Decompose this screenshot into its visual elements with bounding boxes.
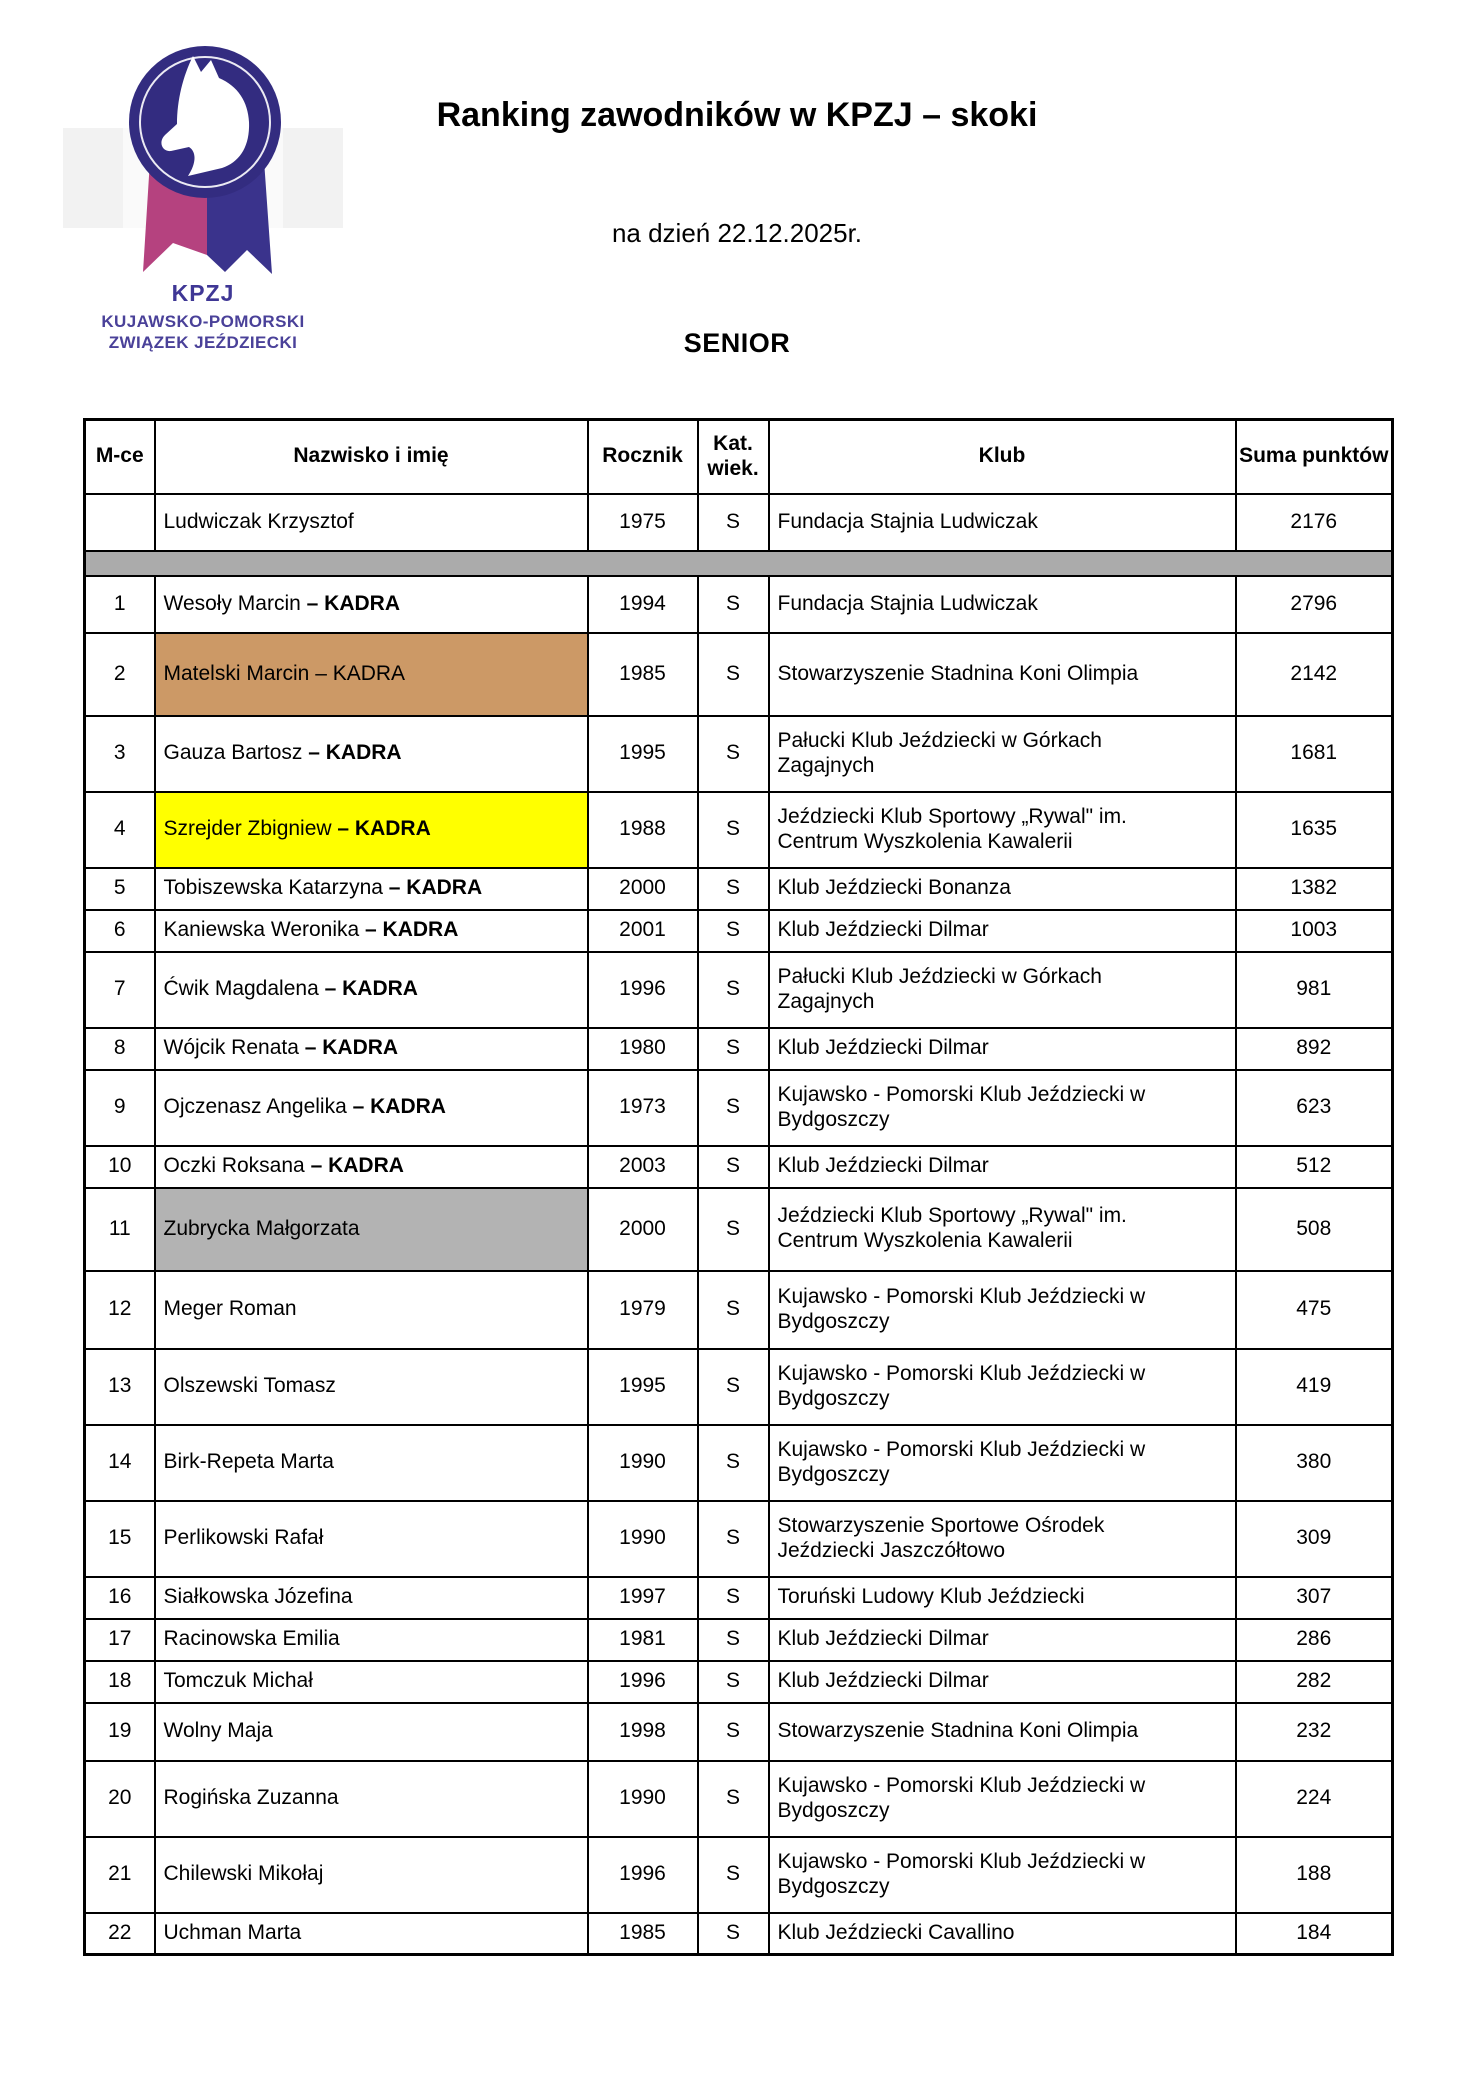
cell-cat: S bbox=[698, 494, 769, 551]
section-title: SENIOR bbox=[683, 328, 791, 358]
cell-place: 22 bbox=[85, 1913, 155, 1955]
cell-cat: S bbox=[698, 1577, 769, 1619]
cell-club: Kujawsko - Pomorski Klub Jeździecki w Bydgoszczy bbox=[769, 1070, 1236, 1146]
cell-place: 6 bbox=[85, 910, 155, 952]
cell-name bbox=[155, 1703, 588, 1761]
cell-points: 282 bbox=[1236, 1661, 1393, 1703]
kadra-badge: – KADRA bbox=[337, 817, 431, 841]
competitor-name: Gauza Bartosz bbox=[163, 741, 309, 765]
header-row bbox=[85, 420, 1393, 494]
cell-cat: S bbox=[698, 1146, 769, 1188]
kadra-badge: – KADRA bbox=[306, 591, 400, 615]
competitor-name: Olszewski Tomasz bbox=[163, 1374, 336, 1398]
cell-name bbox=[155, 868, 588, 910]
competitor-name: Wójcik Renata bbox=[163, 1036, 305, 1060]
col-header-place: M-ce bbox=[85, 420, 155, 494]
cell-club: Klub Jeździecki Dilmar bbox=[769, 1661, 1236, 1703]
cell-name bbox=[155, 1425, 588, 1501]
competitor-name: Racinowska Emilia bbox=[163, 1627, 340, 1651]
col-header-club: Klub bbox=[769, 420, 1236, 494]
table-row bbox=[85, 868, 1393, 910]
table-row bbox=[85, 910, 1393, 952]
competitor-name: Oczki Roksana bbox=[163, 1154, 311, 1178]
cell-name bbox=[155, 1913, 588, 1955]
cell-name bbox=[155, 1501, 588, 1577]
table-row bbox=[85, 576, 1393, 633]
cell-cat: S bbox=[698, 792, 769, 868]
cell-year: 2001 bbox=[588, 910, 698, 952]
cell-cat: S bbox=[698, 1761, 769, 1837]
cell-points: 512 bbox=[1236, 1146, 1393, 1188]
cell-cat: S bbox=[698, 1913, 769, 1955]
table-row bbox=[85, 1761, 1393, 1837]
cell-cat: S bbox=[698, 716, 769, 792]
cell-club: Fundacja Stajnia Ludwiczak bbox=[769, 494, 1236, 551]
cell-club: Klub Jeździecki Dilmar bbox=[769, 1146, 1236, 1188]
table-row bbox=[85, 1271, 1393, 1349]
cell-year: 1996 bbox=[588, 1837, 698, 1913]
competitor-name: Chilewski Mikołaj bbox=[163, 1862, 324, 1886]
cell-points: 981 bbox=[1236, 952, 1393, 1028]
cell-name bbox=[155, 1761, 588, 1837]
cell-year: 1997 bbox=[588, 1577, 698, 1619]
cell-points: 309 bbox=[1236, 1501, 1393, 1577]
competitor-name: Meger Roman bbox=[163, 1297, 297, 1321]
cell-year: 1995 bbox=[588, 716, 698, 792]
separator-cell bbox=[85, 551, 1393, 576]
cell-place: 5 bbox=[85, 868, 155, 910]
kadra-badge: – KADRA bbox=[308, 741, 402, 765]
table-row bbox=[85, 1425, 1393, 1501]
competitor-name: Perlikowski Rafał bbox=[163, 1526, 324, 1550]
cell-year: 1985 bbox=[588, 1913, 698, 1955]
cell-year: 1996 bbox=[588, 1661, 698, 1703]
cell-cat: S bbox=[698, 1070, 769, 1146]
cell-year: 1994 bbox=[588, 576, 698, 633]
cell-points: 307 bbox=[1236, 1577, 1393, 1619]
cell-place: 20 bbox=[85, 1761, 155, 1837]
cell-name bbox=[155, 1837, 588, 1913]
cell-club: Stowarzyszenie Stadnina Koni Olimpia bbox=[769, 1703, 1236, 1761]
cell-points: 286 bbox=[1236, 1619, 1393, 1661]
cell-points: 1003 bbox=[1236, 910, 1393, 952]
kadra-badge: – KADRA bbox=[352, 1095, 446, 1119]
cell-year: 1996 bbox=[588, 952, 698, 1028]
cell-cat: S bbox=[698, 1425, 769, 1501]
cell-year: 2003 bbox=[588, 1146, 698, 1188]
cell-cat: S bbox=[698, 868, 769, 910]
cell-name bbox=[155, 1619, 588, 1661]
ranking-table-body bbox=[85, 494, 1393, 1955]
table-row bbox=[85, 1913, 1393, 1955]
competitor-name: Matelski Marcin – KADRA bbox=[163, 661, 406, 685]
cell-points: 2176 bbox=[1236, 494, 1393, 551]
cell-points: 2796 bbox=[1236, 576, 1393, 633]
competitor-name: Szrejder Zbigniew bbox=[163, 817, 338, 841]
competitor-name: Siałkowska Józefina bbox=[163, 1585, 353, 1609]
cell-points: 508 bbox=[1236, 1188, 1393, 1271]
col-header-year: Rocznik bbox=[588, 420, 698, 494]
table-row bbox=[85, 716, 1393, 792]
table-row bbox=[85, 1661, 1393, 1703]
cell-points: 1681 bbox=[1236, 716, 1393, 792]
col-header-points: Suma punktów bbox=[1236, 420, 1393, 494]
ranking-table bbox=[83, 418, 1394, 1956]
cell-place: 12 bbox=[85, 1271, 155, 1349]
separator-row bbox=[85, 551, 1393, 576]
table-row bbox=[85, 1188, 1393, 1271]
cell-name bbox=[155, 716, 588, 792]
competitor-name: Birk-Repeta Marta bbox=[163, 1450, 334, 1474]
cell-name bbox=[155, 1028, 588, 1070]
kadra-badge: – KADRA bbox=[388, 876, 483, 900]
cell-year: 1998 bbox=[588, 1703, 698, 1761]
table-row bbox=[85, 1070, 1393, 1146]
cell-name bbox=[155, 1349, 588, 1425]
col-header-name: Nazwisko i imię bbox=[155, 420, 588, 494]
cell-club: Kujawsko - Pomorski Klub Jeździecki w Bydgoszczy bbox=[769, 1349, 1236, 1425]
cell-club: Kujawsko - Pomorski Klub Jeździecki w Bydgoszczy bbox=[769, 1425, 1236, 1501]
logo-acronym: KPZJ bbox=[171, 280, 235, 306]
cell-place: 16 bbox=[85, 1577, 155, 1619]
cell-club: Toruński Ludowy Klub Jeździecki bbox=[769, 1577, 1236, 1619]
cell-club: Kujawsko - Pomorski Klub Jeździecki w Bydgoszczy bbox=[769, 1761, 1236, 1837]
competitor-name: Ćwik Magdalena bbox=[163, 977, 325, 1001]
competitor-name: Rogińska Zuzanna bbox=[163, 1786, 339, 1810]
cell-name bbox=[155, 952, 588, 1028]
cell-points: 475 bbox=[1236, 1271, 1393, 1349]
table-row bbox=[85, 1028, 1393, 1070]
cell-points: 2142 bbox=[1236, 633, 1393, 716]
cell-club: Klub Jeździecki Cavallino bbox=[769, 1913, 1236, 1955]
competitor-name: Wesoły Marcin bbox=[163, 591, 307, 615]
cell-place: 10 bbox=[85, 1146, 155, 1188]
cell-name bbox=[155, 1577, 588, 1619]
competitor-name: Tomczuk Michał bbox=[163, 1669, 313, 1693]
cell-club: Klub Jeździecki Dilmar bbox=[769, 910, 1236, 952]
cell-points: 188 bbox=[1236, 1837, 1393, 1913]
cell-cat: S bbox=[698, 1271, 769, 1349]
cell-club: Klub Jeździecki Dilmar bbox=[769, 1619, 1236, 1661]
kadra-badge: – KADRA bbox=[304, 1036, 399, 1060]
cell-cat: S bbox=[698, 1619, 769, 1661]
kadra-badge: – KADRA bbox=[365, 918, 459, 942]
cell-place: 2 bbox=[85, 633, 155, 716]
cell-place: 7 bbox=[85, 952, 155, 1028]
cell-year: 1988 bbox=[588, 792, 698, 868]
cell-cat: S bbox=[698, 1703, 769, 1761]
cell-points: 224 bbox=[1236, 1761, 1393, 1837]
table-row bbox=[85, 952, 1393, 1028]
cell-points: 380 bbox=[1236, 1425, 1393, 1501]
cell-name bbox=[155, 1188, 588, 1271]
table-row bbox=[85, 1577, 1393, 1619]
cell-points: 232 bbox=[1236, 1703, 1393, 1761]
cell-year: 1990 bbox=[588, 1425, 698, 1501]
cell-cat: S bbox=[698, 1028, 769, 1070]
cell-year: 1980 bbox=[588, 1028, 698, 1070]
cell-place: 4 bbox=[85, 792, 155, 868]
table-row bbox=[85, 494, 1393, 551]
cell-club: Klub Jeździecki Bonanza bbox=[769, 868, 1236, 910]
competitor-name: Wolny Maja bbox=[163, 1719, 273, 1743]
cell-cat: S bbox=[698, 633, 769, 716]
cell-cat: S bbox=[698, 952, 769, 1028]
cell-place bbox=[85, 494, 155, 551]
table-row bbox=[85, 633, 1393, 716]
cell-place: 8 bbox=[85, 1028, 155, 1070]
page-title: Ranking zawodników w KPZJ – skoki bbox=[436, 96, 1038, 134]
cell-name bbox=[155, 792, 588, 868]
cell-place: 14 bbox=[85, 1425, 155, 1501]
cell-place: 1 bbox=[85, 576, 155, 633]
cell-points: 184 bbox=[1236, 1913, 1393, 1955]
cell-year: 1995 bbox=[588, 1349, 698, 1425]
cell-cat: S bbox=[698, 1661, 769, 1703]
competitor-name: Tobiszewska Katarzyna bbox=[163, 876, 389, 900]
cell-place: 13 bbox=[85, 1349, 155, 1425]
cell-name bbox=[155, 576, 588, 633]
cell-year: 1973 bbox=[588, 1070, 698, 1146]
cell-name bbox=[155, 1661, 588, 1703]
cell-club: Pałucki Klub Jeździecki w Górkach Zagajnych bbox=[769, 952, 1236, 1028]
cell-place: 15 bbox=[85, 1501, 155, 1577]
cell-points: 892 bbox=[1236, 1028, 1393, 1070]
table-row bbox=[85, 1837, 1393, 1913]
cell-year: 1990 bbox=[588, 1761, 698, 1837]
cell-club: Jeździecki Klub Sportowy „Rywal" im. Centrum Wyszkolenia Kawalerii bbox=[769, 792, 1236, 868]
cell-points: 623 bbox=[1236, 1070, 1393, 1146]
cell-club: Kujawsko - Pomorski Klub Jeździecki w Bydgoszczy bbox=[769, 1271, 1236, 1349]
cell-place: 17 bbox=[85, 1619, 155, 1661]
cell-club: Kujawsko - Pomorski Klub Jeździecki w Bydgoszczy bbox=[769, 1837, 1236, 1913]
logo-org-line1: KUJAWSKO-POMORSKI bbox=[101, 312, 305, 331]
logo-org-line2: ZWIĄZEK JEŹDZIECKI bbox=[108, 333, 298, 352]
table-row bbox=[85, 1703, 1393, 1761]
cell-cat: S bbox=[698, 910, 769, 952]
cell-club: Jeździecki Klub Sportowy „Rywal" im. Centrum Wyszkolenia Kawalerii bbox=[769, 1188, 1236, 1271]
table-row bbox=[85, 792, 1393, 868]
cell-name bbox=[155, 1070, 588, 1146]
col-header-cat: Kat. wiek. bbox=[698, 420, 769, 494]
cell-year: 1985 bbox=[588, 633, 698, 716]
cell-place: 18 bbox=[85, 1661, 155, 1703]
cell-place: 19 bbox=[85, 1703, 155, 1761]
cell-cat: S bbox=[698, 1501, 769, 1577]
cell-year: 1979 bbox=[588, 1271, 698, 1349]
cell-year: 1981 bbox=[588, 1619, 698, 1661]
table-row bbox=[85, 1146, 1393, 1188]
competitor-name: Ojczenasz Angelika bbox=[163, 1095, 353, 1119]
cell-club: Stowarzyszenie Stadnina Koni Olimpia bbox=[769, 633, 1236, 716]
cell-place: 21 bbox=[85, 1837, 155, 1913]
cell-name bbox=[155, 1146, 588, 1188]
cell-club: Klub Jeździecki Dilmar bbox=[769, 1028, 1236, 1070]
cell-points: 419 bbox=[1236, 1349, 1393, 1425]
competitor-name: Ludwiczak Krzysztof bbox=[163, 509, 354, 533]
cell-cat: S bbox=[698, 576, 769, 633]
cell-club: Stowarzyszenie Sportowe Ośrodek Jeździecki Jaszczółtowo bbox=[769, 1501, 1236, 1577]
cell-club: Pałucki Klub Jeździecki w Górkach Zagajnych bbox=[769, 716, 1236, 792]
cell-name bbox=[155, 910, 588, 952]
table-row bbox=[85, 1619, 1393, 1661]
table-row bbox=[85, 1501, 1393, 1577]
date-line: na dzień 22.12.2025r. bbox=[611, 218, 863, 248]
cell-name bbox=[155, 1271, 588, 1349]
competitor-name: Zubrycka Małgorzata bbox=[163, 1216, 360, 1240]
cell-place: 11 bbox=[85, 1188, 155, 1271]
cell-place: 9 bbox=[85, 1070, 155, 1146]
cell-year: 2000 bbox=[588, 868, 698, 910]
competitor-name: Uchman Marta bbox=[163, 1920, 302, 1944]
cell-name bbox=[155, 633, 588, 716]
cell-cat: S bbox=[698, 1349, 769, 1425]
kadra-badge: – KADRA bbox=[324, 977, 418, 1001]
kadra-badge: – KADRA bbox=[310, 1154, 404, 1178]
cell-year: 2000 bbox=[588, 1188, 698, 1271]
cell-place: 3 bbox=[85, 716, 155, 792]
competitor-name: Kaniewska Weronika bbox=[163, 918, 366, 942]
cell-club: Fundacja Stajnia Ludwiczak bbox=[769, 576, 1236, 633]
table-row bbox=[85, 1349, 1393, 1425]
cell-cat: S bbox=[698, 1837, 769, 1913]
cell-year: 1990 bbox=[588, 1501, 698, 1577]
cell-points: 1635 bbox=[1236, 792, 1393, 868]
cell-year: 1975 bbox=[588, 494, 698, 551]
cell-name bbox=[155, 494, 588, 551]
cell-cat: S bbox=[698, 1188, 769, 1271]
cell-points: 1382 bbox=[1236, 868, 1393, 910]
